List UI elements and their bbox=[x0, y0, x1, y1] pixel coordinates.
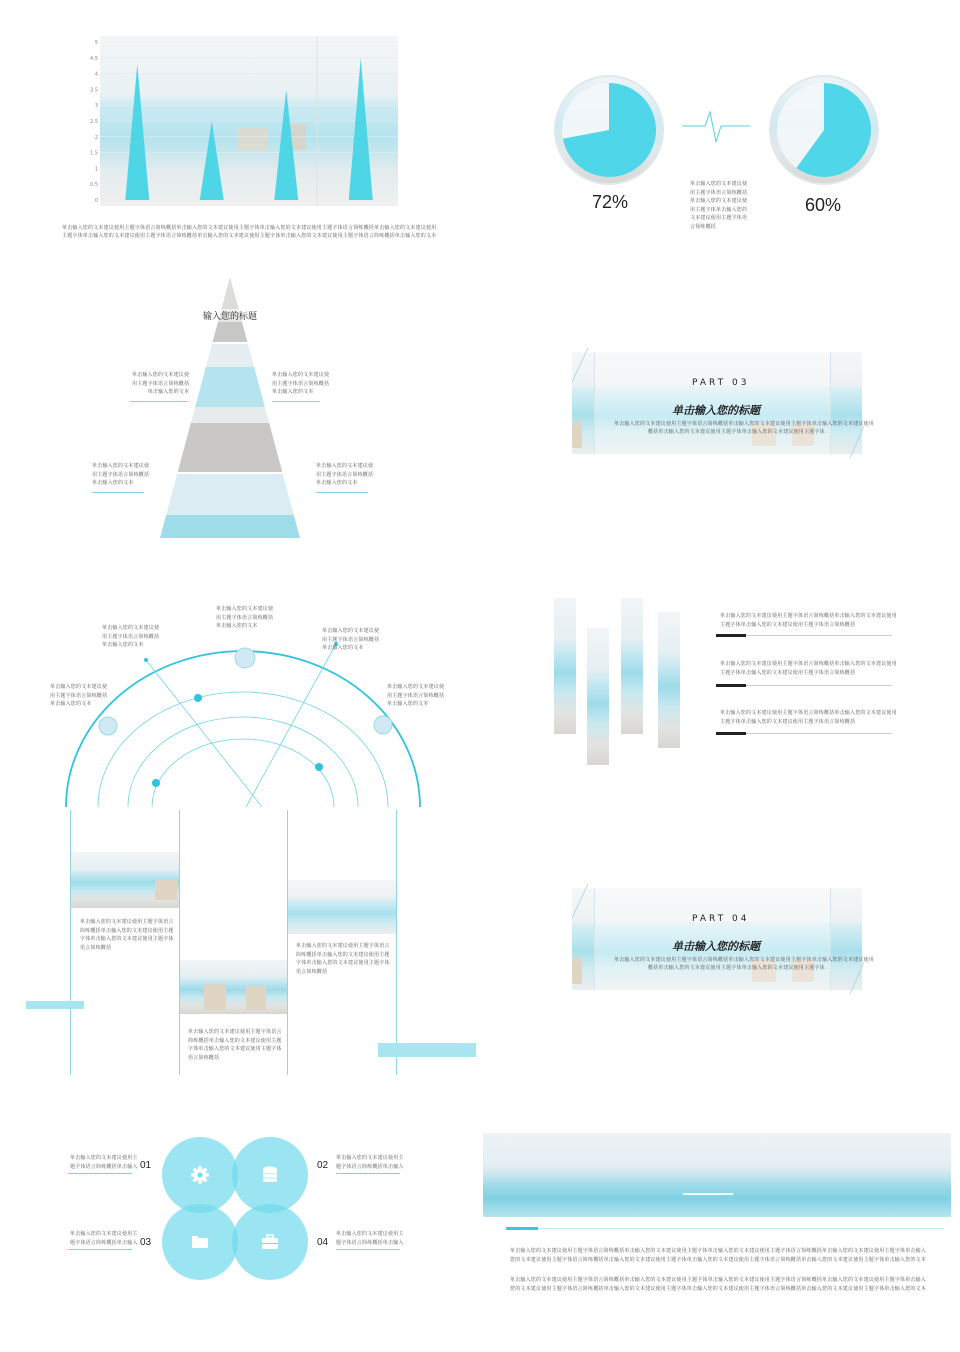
text-line: 用主题字体语言简练概括 bbox=[50, 692, 108, 699]
y-tick-label: 3 bbox=[94, 103, 98, 110]
part-title: 单击输入您的标题 bbox=[672, 940, 760, 953]
text-line: 题字体语言简练概括单击输入 bbox=[70, 1239, 138, 1246]
y-tick-label: 2 bbox=[94, 134, 98, 141]
text-line: 字体单击输入您的文本建议使用主题字体 bbox=[80, 936, 174, 942]
text-line: 单击输入您的文本建议使用主题字体语言 bbox=[188, 1029, 282, 1035]
list-item-1 bbox=[720, 612, 897, 629]
circle-number-2: 02 bbox=[317, 1160, 329, 1171]
text-line: 单击输入您的文本建议使 bbox=[387, 684, 445, 690]
accent-bar bbox=[716, 732, 746, 735]
text-line: 单击输入您的文本 bbox=[216, 623, 258, 629]
arc-text-upper-left bbox=[102, 624, 159, 650]
underline bbox=[68, 1173, 132, 1174]
circle-text-4 bbox=[336, 1230, 404, 1247]
panorama-paragraph-1 bbox=[510, 1247, 926, 1264]
pie-text-block bbox=[690, 180, 747, 231]
part-text-line-2: 概括单击输入您的文本建议使用主题字体单击输入您的文本建议使用主题字体 bbox=[648, 429, 825, 435]
text-line: 单击输入您的文本建议使用主题字体语言简练概括单击输入您的文本建议使用 bbox=[720, 710, 897, 716]
slide-columns bbox=[20, 810, 480, 1080]
pie-text-line: 文本建议使用主题字体语 bbox=[690, 215, 748, 221]
text-line: 单击输入您的文本建议使 bbox=[50, 684, 108, 690]
text-line: 单击输入您的文本建议使 bbox=[272, 372, 330, 378]
pie-text-line: 单击输入您的文本建议使 bbox=[690, 198, 748, 204]
text-line: 主题字体单击输入您的文本建议使用主题字体语言简练概括 bbox=[720, 621, 856, 628]
column-line bbox=[287, 810, 288, 1075]
text-line: 用主题字体语言简练概括 bbox=[102, 633, 160, 640]
y-tick-label: 3.5 bbox=[90, 87, 98, 94]
y-tick-label: 0.5 bbox=[90, 182, 98, 189]
text-line: 单击输入您的文本建议使 bbox=[322, 628, 380, 634]
underline bbox=[272, 401, 320, 402]
column-line bbox=[396, 810, 397, 1075]
slide-part-04 bbox=[560, 876, 880, 1006]
underline bbox=[316, 492, 368, 493]
text-line: 您的文本建议使用主题字体语言简练概括单击输入您的文本建议使用主题字体单击输入您的文本建议使用主题字体语言简练概括单击输入您的文本建议使用主题字体单击输入您的文本 bbox=[510, 1285, 927, 1292]
text-line: 用主题字体语言简练概括 bbox=[322, 636, 380, 643]
underline bbox=[92, 492, 144, 493]
text-line: 单击输入您的文本 bbox=[272, 389, 314, 395]
text-line: 单击输入您的文本建议使用主题字体语言 bbox=[80, 919, 174, 925]
pyramid-text-tl bbox=[132, 371, 189, 397]
pie-text-line: 单击输入您的文本建议使 bbox=[690, 181, 748, 187]
y-tick-label: 2.5 bbox=[90, 119, 98, 125]
accent-block bbox=[26, 1001, 84, 1009]
text-line: 单击输入您的文本建议使用主 bbox=[70, 1231, 138, 1237]
pie-2-label: 60% bbox=[805, 195, 842, 215]
text-line: 单击输入您的文本建议使用主 bbox=[336, 1155, 404, 1161]
pyramid-text-bl bbox=[92, 462, 149, 488]
text-line: 单击输入您的文本 bbox=[102, 642, 144, 648]
slide-pies bbox=[540, 60, 900, 230]
column-text-1 bbox=[80, 918, 174, 952]
text-line: 单击输入您的文本建议使用主 bbox=[70, 1155, 138, 1161]
pie-charts bbox=[540, 60, 900, 190]
photo-strip bbox=[554, 598, 576, 734]
text-line: 单击输入您的文本建议使 bbox=[216, 606, 274, 612]
list-item-2 bbox=[720, 660, 897, 677]
part-title: 单击输入您的标题 bbox=[672, 404, 760, 417]
text-line: 您的文本建议使用主题字体语言简练概括单击输入您的文本建议使用主题字体单击输入您的文本建议使用主题字体语言简练概括单击输入您的文本建议使用主题字体单击输入您的文本 bbox=[510, 1256, 927, 1263]
text-line: 单击输入您的文本建议使用主题字体语言简练概括单击输入您的文本建议使用 bbox=[720, 613, 897, 619]
text-line: 简练概括单击输入您的文本建议使用主题 bbox=[296, 951, 390, 958]
column-text-2 bbox=[188, 1028, 282, 1062]
circle-number-1: 01 bbox=[140, 1160, 152, 1171]
underline bbox=[336, 1173, 400, 1174]
text-line: 简练概括单击输入您的文本建议使用主题 bbox=[80, 927, 174, 934]
text-line: 语言简练概括 bbox=[296, 968, 328, 975]
text-line: 单击输入您的文本 bbox=[387, 701, 429, 707]
accent-bar bbox=[506, 1227, 538, 1230]
pulse-line bbox=[682, 112, 750, 142]
arc-text-top bbox=[216, 605, 273, 631]
circle-text-1 bbox=[70, 1154, 138, 1171]
circle-number-3: 03 bbox=[140, 1237, 152, 1248]
text-line: 用主题字体语言简练概括 bbox=[387, 692, 445, 699]
photo-strip bbox=[587, 628, 609, 765]
beach-chair-shape bbox=[246, 986, 266, 1010]
text-line: 用主题字体语言简练概括 bbox=[216, 614, 274, 621]
pie-text-line: 言简练概括 bbox=[690, 223, 717, 230]
accent-block bbox=[378, 1043, 476, 1057]
part-text-line-1: 单击输入您的文本建议使用主题字体语言简练概括单击输入您的文本建议使用主题字体单击输入您的文本建议使用 bbox=[614, 957, 875, 963]
slide-part-03 bbox=[560, 340, 880, 470]
gear-icon bbox=[191, 1166, 209, 1184]
divider bbox=[506, 1228, 944, 1229]
text-line: 单击输入您的文本 bbox=[92, 480, 134, 486]
pyramid-text-br bbox=[316, 462, 373, 488]
boat-wake-shape bbox=[683, 1193, 733, 1195]
text-line: 单击输入您的文本建议使 bbox=[316, 463, 374, 469]
circle-text-3 bbox=[70, 1230, 138, 1247]
text-line: 单击输入您的文本建议使 bbox=[92, 463, 150, 469]
part-text-line-2: 概括单击输入您的文本建议使用主题字体单击输入您的文本建议使用主题字体 bbox=[648, 965, 825, 971]
slide-four-circles bbox=[60, 1130, 420, 1290]
text-line: 单击输入您的文本建议使用主题字体语言简练概括单击输入您的文本建议使用主题字体单击输入您的文本建议使用主题字体语言简练概括单击输入您的文本建议使用主题字体单击输入 bbox=[510, 1248, 927, 1254]
text-line: 单击输入您的文本 bbox=[322, 645, 364, 651]
text-line: 单击输入您的文本 bbox=[316, 480, 358, 486]
text-line: 单击输入您的文本建议使 bbox=[102, 625, 160, 631]
arc-text-upper-right bbox=[322, 627, 379, 653]
column-line bbox=[179, 810, 180, 1075]
bar-chart bbox=[60, 30, 430, 215]
text-line: 单击输入您的文本 bbox=[147, 389, 190, 395]
column-text-3 bbox=[296, 942, 390, 976]
text-line: 单击输入您的文本建议使用主题字体语言 bbox=[296, 943, 390, 949]
part-label: PART 03 bbox=[692, 378, 750, 388]
text-line: 单击输入您的文本 bbox=[50, 701, 92, 707]
pyramid-text-tr bbox=[272, 371, 329, 397]
column-photo-3 bbox=[288, 880, 396, 934]
text-line: 用主题字体语言简练概括 bbox=[132, 380, 190, 387]
beach-chair-shape bbox=[238, 128, 268, 150]
pie-text-line: 用主题字体单击输入您的 bbox=[690, 206, 748, 213]
y-tick-label: 5 bbox=[94, 40, 98, 46]
pie-1-label: 72% bbox=[592, 192, 629, 212]
circle-number-4: 04 bbox=[317, 1237, 329, 1248]
column-photo-1 bbox=[71, 852, 179, 908]
y-tick-label: 4.5 bbox=[90, 55, 98, 62]
y-tick-label: 1.5 bbox=[90, 150, 98, 157]
text-line: 字体单击输入您的文本建议使用主题字体 bbox=[296, 960, 390, 966]
pie-text-line: 用主题字体语言简练概括 bbox=[690, 189, 748, 196]
text-line: 用主题字体语言简练概括 bbox=[316, 471, 374, 478]
text-line: 单击输入您的文本建议使用主题字体语言简练概括单击输入您的文本建议使用主题字体单击输入您的文本建议使用主题字体语言简练概括单击输入您的文本建议使用主题字体单击输入 bbox=[510, 1277, 927, 1283]
caption-line-1: 单击输入您的文本建议使用主题字体语言简练概括单击输入您的文本建议使用主题字体单击输入您的文本建议使用主题字体语言简练概括单击输入您的文本建议使用 bbox=[62, 225, 437, 231]
y-tick-label: 0 bbox=[94, 198, 98, 204]
text-line: 题字体语言简练概括单击输入 bbox=[70, 1163, 138, 1170]
text-line: 单击输入您的文本建议使 bbox=[132, 372, 190, 378]
text-line: 主题字体单击输入您的文本建议使用主题字体语言简练概括 bbox=[720, 718, 856, 725]
accent-bar bbox=[716, 634, 746, 637]
part-text-line-1: 单击输入您的文本建议使用主题字体语言简练概括单击输入您的文本建议使用主题字体单击输入您的文本建议使用 bbox=[614, 421, 875, 427]
list-item-3 bbox=[720, 709, 897, 726]
beach-chair-shape bbox=[204, 984, 226, 1010]
underline bbox=[336, 1249, 400, 1250]
text-line: 题字体语言简练概括单击输入 bbox=[336, 1163, 404, 1170]
accent-bar bbox=[716, 684, 746, 687]
slide-pyramid bbox=[80, 275, 400, 545]
text-line: 主题字体单击输入您的文本建议使用主题字体语言简练概括 bbox=[720, 669, 856, 676]
slide-strips bbox=[550, 595, 900, 770]
column-photo-2 bbox=[180, 960, 287, 1014]
panorama-photo bbox=[483, 1133, 951, 1217]
beach-chair-shape bbox=[155, 880, 177, 900]
slide-panorama bbox=[480, 1130, 950, 1300]
text-line: 字体单击输入您的文本建议使用主题字体 bbox=[188, 1046, 282, 1052]
column-line bbox=[70, 810, 71, 1075]
text-line: 用主题字体语言简练概括 bbox=[92, 471, 150, 478]
circle-text-2 bbox=[336, 1154, 404, 1171]
slide-bar-chart bbox=[60, 30, 437, 250]
slide-arcs bbox=[40, 600, 460, 815]
photo-strip bbox=[658, 612, 680, 748]
text-line: 简练概括单击输入您的文本建议使用主题 bbox=[188, 1037, 282, 1044]
pyramid-title: 输入您的标题 bbox=[200, 309, 260, 322]
text-line: 语言简练概括 bbox=[188, 1054, 220, 1061]
panorama-paragraph-2 bbox=[510, 1276, 926, 1293]
y-tick-label: 1 bbox=[94, 166, 98, 173]
arc-text-right bbox=[387, 683, 444, 709]
underline bbox=[68, 1249, 132, 1250]
text-line: 单击输入您的文本建议使用主题字体语言简练概括单击输入您的文本建议使用 bbox=[720, 661, 897, 667]
photo-strip bbox=[621, 598, 643, 734]
text-line: 题字体语言简练概括单击输入 bbox=[336, 1239, 404, 1246]
arc-text-left bbox=[50, 683, 107, 709]
text-line: 单击输入您的文本建议使用主 bbox=[336, 1231, 404, 1237]
part-label: PART 04 bbox=[692, 914, 750, 924]
text-line: 语言简练概括 bbox=[80, 944, 112, 951]
text-line: 用主题字体语言简练概括 bbox=[272, 380, 330, 387]
underline bbox=[130, 401, 188, 402]
caption-line-2: 主题字体单击输入您的文本建议使用主题字体语言简练概括单击输入您的文本建议使用主题字体单击输入您的文本建议使用主题字体语言简练概括单击输入您的文本 bbox=[62, 233, 437, 239]
y-tick-label: 4 bbox=[94, 71, 98, 78]
